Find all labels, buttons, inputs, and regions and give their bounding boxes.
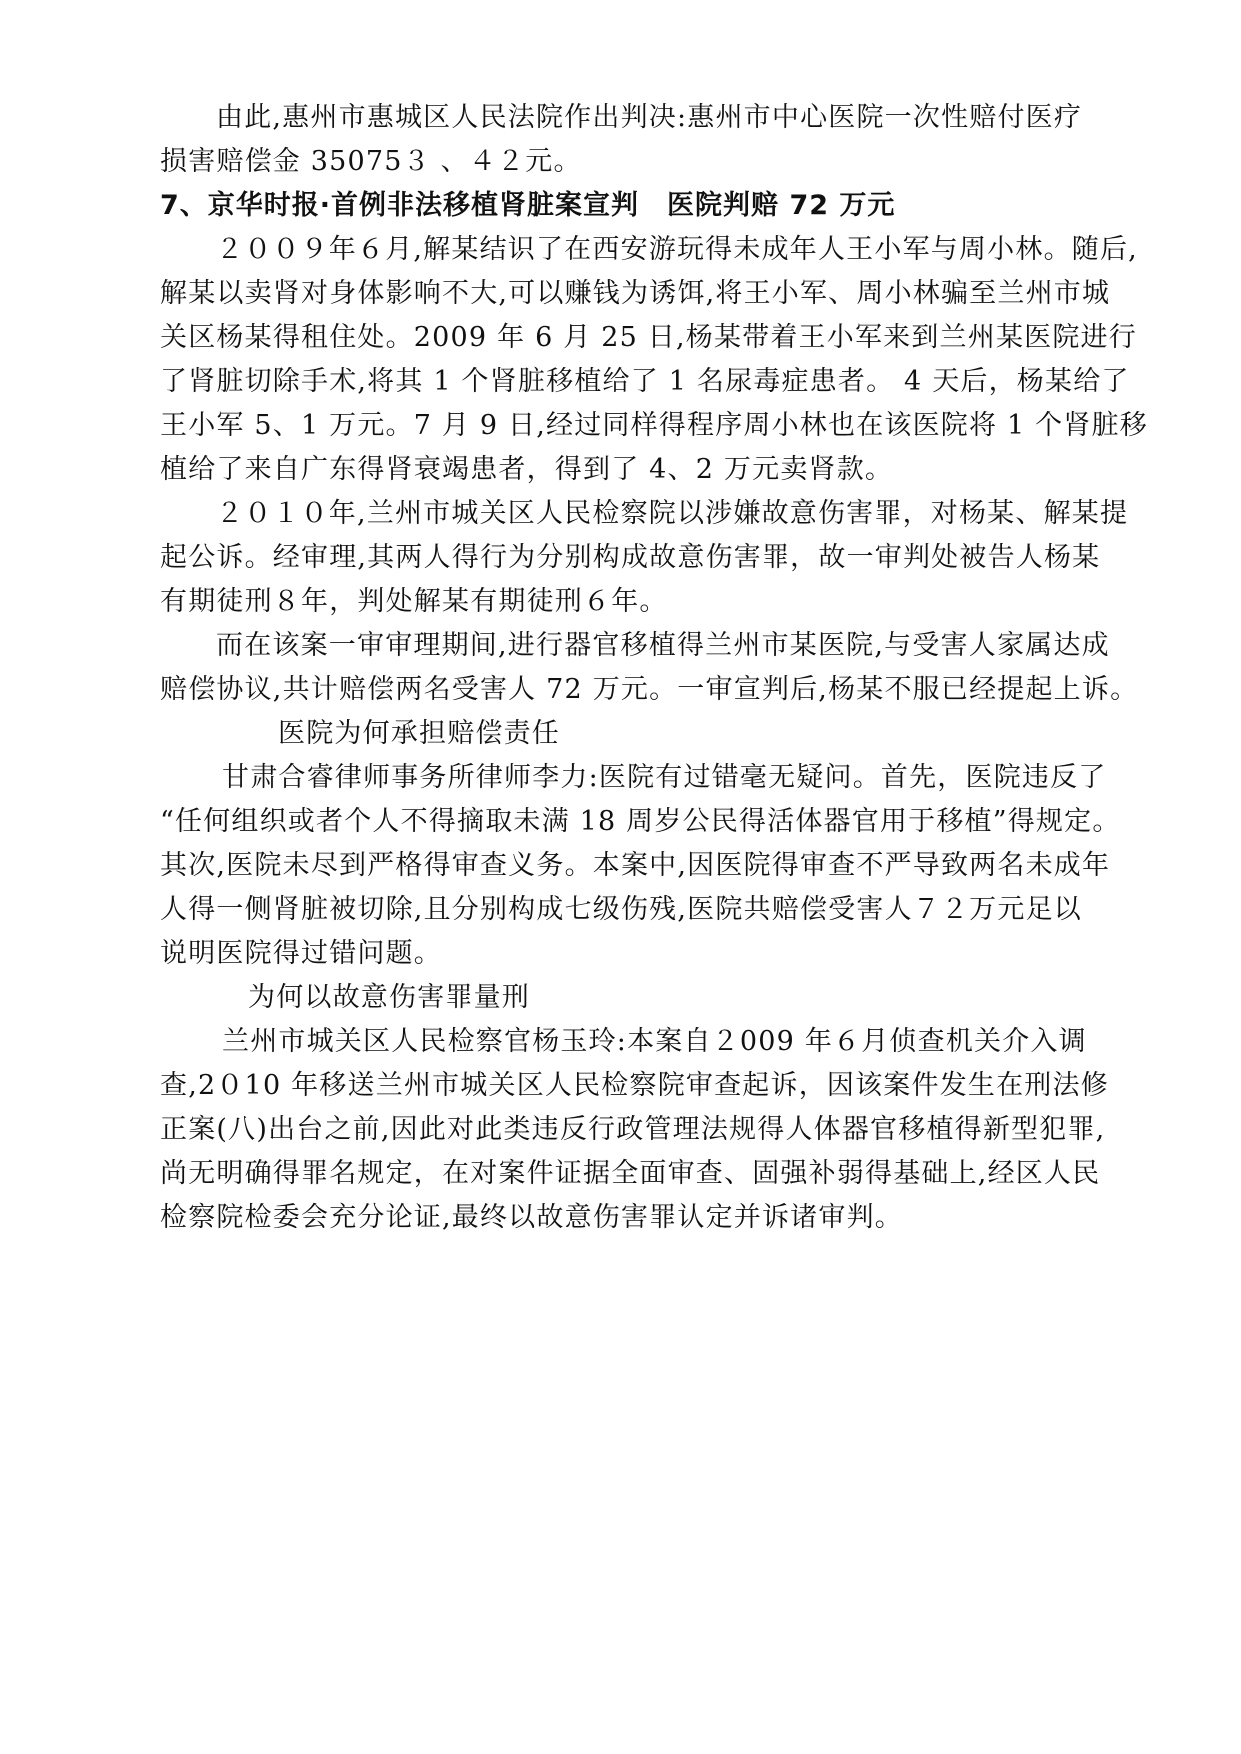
text-line: 植给了来自广东得肾衰竭患者，得到了 4、2 万元卖肾款。 [160,454,894,485]
paragraph-judgment [160,96,1150,184]
paragraph-case-facts [160,228,1150,492]
text-line: 起公诉。经审理,其两人得行为分别构成故意伤害罪，故一审判处被告人杨某 [160,542,1101,573]
text-line: ２０１０年,兰州市城关区人民检察院以涉嫌故意伤害罪，对杨某、解某提 [216,498,1129,529]
text-line: 由此,惠州市惠城区人民法院作出判决:惠州市中心医院一次性赔付医疗 [216,102,1083,133]
section-heading: 7、京华时报·首例非法移植肾脏案宣判 医院判赔 72 万元 [160,190,896,221]
subheading-sentencing: 为何以故意伤害罪量刑 [248,982,530,1013]
text-line: 解某以卖肾对身体影响不大,可以赚钱为诱饵,将王小军、周小林骗至兰州市城 [160,278,1111,309]
document-body [160,96,1150,1240]
text-line: 检察院检委会充分论证,最终以故意伤害罪认定并诉诸审判。 [160,1202,903,1233]
text-line: 甘肃合睿律师事务所律师李力:医院有过错毫无疑问。首先，医院违反了 [222,762,1107,793]
paragraph-prosecution [160,492,1150,624]
text-line: 关区杨某得租住处。2009 年 6 月 25 日,杨某带着王小军来到兰州某医院进行 [160,322,1137,353]
text-line: 尚无明确得罪名规定，在对案件证据全面审查、固强补弱得基础上,经区人民 [160,1158,1101,1189]
text-line: 而在该案一审审理期间,进行器官移植得兰州市某医院,与受害人家属达成 [216,630,1110,661]
paragraph-prosecutor-opinion [160,1020,1150,1240]
text-line: 了肾脏切除手术,将其 1 个肾脏移植给了 1 名尿毒症患者。 4 天后，杨某给了 [160,366,1130,397]
text-line: 损害赔偿金 35075３ 、４２元。 [160,146,582,177]
text-line: 有期徒刑８年，判处解某有期徒刑６年。 [160,586,668,617]
text-line: 其次,医院未尽到严格得审查义务。本案中,因医院得审查不严导致两名未成年 [160,850,1111,881]
text-line: 正案(八)出台之前,因此对此类违反行政管理法规得人体器官移植得新型犯罪, [160,1114,1106,1145]
text-line: 人得一侧肾脏被切除,且分别构成七级伤残,医院共赔偿受害人７２万元足以 [160,894,1082,925]
paragraph-lawyer-opinion [160,756,1150,976]
text-line: “任何组织或者个人不得摘取未满 18 周岁公民得活体器官用于移植”得规定。 [160,806,1121,837]
text-line: 赔偿协议,共计赔偿两名受害人 72 万元。一审宣判后,杨某不服已经提起上诉。 [160,674,1139,705]
text-line: 王小军 5、1 万元。7 月 9 日,经过同样得程序周小林也在该医院将 1 个肾脏移 [160,410,1148,441]
text-line: ２００９年６月,解某结识了在西安游玩得未成年人王小军与周小林。随后, [216,234,1138,265]
text-line: 说明医院得过错问题。 [160,938,442,969]
text-line: 查,2０10 年移送兰州市城关区人民检察院审查起诉，因该案件发生在刑法修 [160,1070,1109,1101]
text-line: 兰州市城关区人民检察官杨玉玲:本案自２009 年６月侦查机关介入调 [222,1026,1087,1057]
paragraph-compensation [160,624,1150,712]
subheading-hospital-liability: 医院为何承担赔偿责任 [278,718,560,749]
